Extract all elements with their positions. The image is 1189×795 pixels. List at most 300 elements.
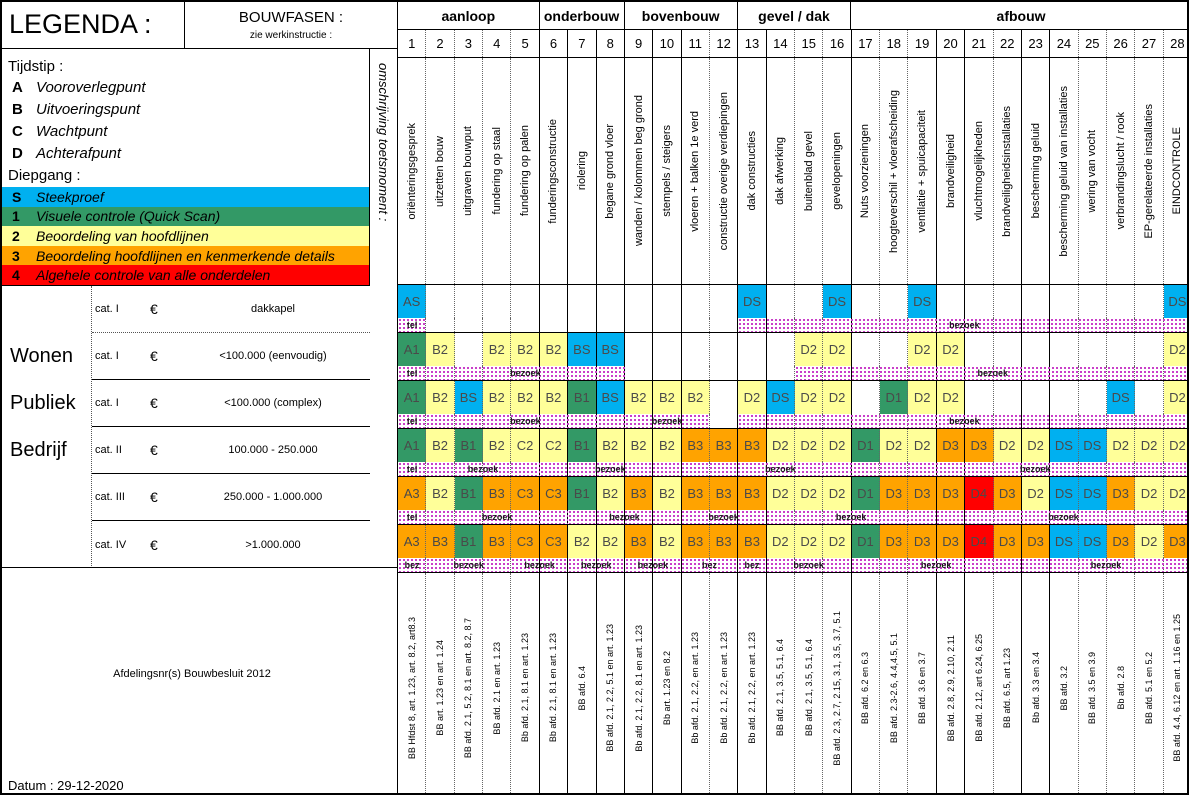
phase-title-cell [597, 58, 625, 284]
matrix-cell: C2 [511, 429, 539, 462]
matrix-cell: DS [1079, 525, 1107, 558]
contact-band-label: bezoek [765, 464, 796, 474]
matrix-cell: C2 [540, 429, 568, 462]
category-range: >1.000.000 [245, 538, 301, 551]
contact-band-row [398, 558, 1189, 573]
matrix-code-row [398, 477, 1189, 510]
bouwfasen-header [185, 2, 398, 49]
matrix-cell: B2 [682, 381, 710, 414]
bouwbesluit-ref-cell [937, 573, 965, 795]
band-grid-cell [682, 318, 710, 332]
matrix-cell: D3 [908, 525, 936, 558]
matrix-cell: D3 [1107, 477, 1135, 510]
tijdstip-list [2, 77, 369, 165]
matrix-cell: D3 [965, 429, 993, 462]
phase-number: 25 [1079, 30, 1107, 57]
matrix-cell: B2 [653, 477, 681, 510]
phase-title: dak afwerking [774, 137, 787, 205]
bouwbesluit-ref: BB afd. 2.8, 2.9, 2.10, 2.11 [945, 634, 956, 742]
matrix-cell: B1 [568, 429, 596, 462]
phase-title: funderingsconstructie [547, 118, 560, 224]
matrix-cell: D2 [880, 429, 908, 462]
bouwbesluit-ref: BB afd. 6.5, art 1.23 [1002, 647, 1013, 729]
phase-title: oriënteringsgesprek [405, 122, 418, 220]
contact-band-label: bez [702, 560, 718, 570]
matrix-cell [1135, 285, 1163, 318]
matrix-cell: D3 [908, 477, 936, 510]
bouwbesluit-ref-cell [767, 573, 795, 795]
diepgang-item [2, 207, 369, 227]
matrix-cell: D3 [937, 477, 965, 510]
matrix-cell [880, 285, 908, 318]
contact-band [398, 510, 426, 524]
matrix-cell: D2 [1164, 333, 1189, 366]
contact-band-label: tel [406, 416, 418, 426]
matrix-cell: B2 [653, 429, 681, 462]
matrix-cell: D3 [1164, 525, 1189, 558]
contact-band [738, 318, 1189, 332]
matrix-cell: B2 [540, 381, 568, 414]
bouwbesluit-note: Afdelingsnr(s) Bouwbesluit 2012 [113, 668, 271, 680]
matrix-cell [1079, 381, 1107, 414]
matrix-cell [1135, 333, 1163, 366]
footer-panel [2, 567, 398, 795]
matrix-cell [625, 333, 653, 366]
contact-band [426, 510, 568, 524]
matrix-cell: D2 [937, 381, 965, 414]
matrix-cell [597, 285, 625, 318]
matrix-cell: DS [1079, 477, 1107, 510]
matrix-cell: DS [1050, 429, 1078, 462]
phase-number: 1 [398, 30, 426, 57]
matrix-cell: D2 [1164, 381, 1189, 414]
matrix-cell: D2 [937, 333, 965, 366]
phase-title: verbrandingslucht / rook [1114, 112, 1127, 230]
tijdstip-item [2, 99, 369, 121]
matrix-cell: B2 [653, 525, 681, 558]
matrix-cell: DS [823, 285, 851, 318]
matrix-cell: D2 [823, 477, 851, 510]
currency-symbol: € [150, 489, 158, 505]
phase-group-header: gevel / dak [738, 2, 851, 29]
contact-band [398, 366, 426, 380]
matrix-cell [455, 285, 483, 318]
omschrijving-column [370, 49, 398, 567]
tijdstip-code: B [12, 101, 23, 118]
contact-band [625, 558, 682, 572]
bouwbesluit-ref: BB afd. 2.3-2.6, 4.4,4.5, 5.1 [888, 632, 899, 744]
band-grid-cell [426, 318, 454, 332]
matrix-cell: A1 [398, 333, 426, 366]
contact-band [681, 558, 738, 572]
legend-title: LEGENDA : [2, 2, 185, 49]
contact-band-label: bezoek [453, 560, 485, 570]
diepgang-code: 2 [12, 227, 20, 244]
matrix-cell: DS [908, 285, 936, 318]
phase-number: 7 [568, 30, 596, 57]
matrix-cell: D2 [1164, 429, 1189, 462]
matrix-cell: B3 [710, 477, 738, 510]
contact-band-label: bezoek [1019, 464, 1051, 474]
contact-band [625, 414, 710, 428]
bouwbesluit-ref-cell [965, 573, 993, 795]
phase-title-cell [426, 58, 454, 284]
contact-band-label: bezoek [651, 416, 683, 426]
phase-title: dak constructies [745, 131, 758, 211]
phase-title: uitzetten bouw [434, 135, 447, 207]
matrix-cell: B2 [625, 429, 653, 462]
matrix-cell [1022, 333, 1050, 366]
bouwbesluit-ref: BB afd. 3.2 [1058, 665, 1069, 711]
bouwbesluit-ref: BB afd. 2.3, 2.7, 2.15, 3.1, 3.5, 3.7, 5.1 [832, 610, 843, 766]
matrix-cell [767, 333, 795, 366]
matrix-cell: BS [455, 381, 483, 414]
category-row [92, 427, 370, 474]
matrix-cell [625, 285, 653, 318]
contact-band-label: tel [406, 368, 418, 378]
matrix-code-row [398, 285, 1189, 318]
bouwbesluit-ref: Bb afd. 3.3 en 3.4 [1030, 652, 1041, 724]
legend-content [2, 49, 370, 285]
matrix-cell [1107, 333, 1135, 366]
matrix-cell: B2 [426, 381, 454, 414]
row-group-label: Publiek [10, 392, 76, 414]
contact-band [426, 414, 624, 428]
phase-number: 21 [965, 30, 993, 57]
phase-group-header: aanloop [398, 2, 540, 29]
matrix-cell: B2 [653, 381, 681, 414]
matrix-cell [1079, 285, 1107, 318]
matrix-cell: B3 [682, 477, 710, 510]
matrix-cell: B2 [597, 477, 625, 510]
phase-title: ventilatie + spuicapaciteit [916, 109, 929, 233]
bouwbesluit-ref-cell [795, 573, 823, 795]
diepgang-item [2, 265, 369, 285]
matrix-code-row [398, 429, 1189, 462]
matrix-cell: DS [1164, 285, 1189, 318]
bouwbesluit-ref: Bb afd. 2.1, 2.2, en art. 1.23 [690, 632, 701, 744]
phase-title-cell [1079, 58, 1107, 284]
matrix-cell: DS [1050, 525, 1078, 558]
contact-band-label: bezoek [510, 416, 541, 426]
phase-title: brandveiligheidsinstallaties [1001, 105, 1014, 237]
band-grid-cell [540, 318, 568, 332]
phase-number: 4 [483, 30, 511, 57]
matrix-cell [937, 285, 965, 318]
matrix-cell: D3 [1022, 525, 1050, 558]
matrix-cell [653, 285, 681, 318]
currency-symbol: € [150, 301, 158, 317]
phase-number: 15 [795, 30, 823, 57]
category-range: <100.000 (complex) [224, 397, 322, 409]
contact-band [766, 510, 936, 524]
matrix-cell: DS [1079, 429, 1107, 462]
phase-title-cell [540, 58, 568, 284]
currency-symbol: € [150, 442, 158, 458]
contact-band-row [398, 366, 1189, 381]
phase-title: uitgraven bouwput [462, 126, 475, 216]
phase-title: constructie overige verdiepingen [717, 91, 730, 251]
contact-band-label: bezoek [467, 464, 499, 474]
matrix-cell: B1 [568, 477, 596, 510]
date-label: Datum : 29-12-2020 [8, 778, 124, 793]
matrix-cell [1050, 285, 1078, 318]
phase-title-cell [1107, 58, 1135, 284]
bouwbesluit-ref: Bb afd. 2.1, 8.1 en art. 1.23 [548, 633, 559, 743]
phase-title-cell [994, 58, 1022, 284]
matrix-cell: C3 [540, 477, 568, 510]
bouwbesluit-ref: BB art. 1.23 en art. 1.24 [435, 640, 446, 736]
matrix-cell [682, 333, 710, 366]
contact-band-label: bezoek [580, 560, 612, 570]
diepgang-item [2, 187, 369, 207]
contact-band-label: tel [406, 464, 418, 474]
phase-title-cell [767, 58, 795, 284]
band-grid-cell [597, 318, 625, 332]
phase-group-header: afbouw [996, 7, 1046, 24]
row-group-label: Bedrijf [10, 439, 67, 461]
matrix-cell: D2 [1107, 429, 1135, 462]
matrix-cell: B3 [738, 477, 766, 510]
matrix-cell: D2 [908, 333, 936, 366]
matrix-cell: B1 [455, 525, 483, 558]
phase-title: bescherming geluid [1029, 123, 1042, 219]
phase-title: EINDCONTROLE [1171, 127, 1184, 215]
contact-band-row [398, 510, 1189, 525]
diepgang-label: Algehele controle van alle onderdelen [36, 267, 271, 284]
matrix-cell: D1 [880, 381, 908, 414]
bouwbesluit-ref-cell [852, 573, 880, 795]
category-range: 100.000 - 250.000 [228, 444, 318, 456]
bouwbesluit-ref-cell [483, 573, 511, 795]
phase-title: buitenblad gevel [802, 130, 815, 212]
contact-band-label: bezoek [835, 512, 867, 522]
category-rows [92, 286, 370, 568]
matrix-cell: B2 [511, 333, 539, 366]
phase-number: 24 [1050, 30, 1078, 57]
bouwbesluit-ref: Bb afd. 2.1, 2.2, en art. 1.23 [746, 632, 757, 744]
matrix-cell: D2 [767, 525, 795, 558]
row-group-label: Wonen [10, 345, 74, 367]
bouwbesluit-ref-cell [1079, 573, 1107, 795]
bouwbesluit-ref: BB afd. 3.5 en 3.9 [1087, 651, 1098, 725]
matrix-cell [1022, 381, 1050, 414]
matrix-cell: B3 [483, 477, 511, 510]
phase-title-cell [880, 58, 908, 284]
matrix-cell [738, 333, 766, 366]
bouwbesluit-ref: BB Hfdst 8, art. 1.23, art. 8.2, art8.3 [406, 616, 417, 760]
tijdstip-label: Achterafpunt [36, 145, 122, 162]
matrix-cell: D2 [823, 525, 851, 558]
matrix-cell [1135, 381, 1163, 414]
omschrijving-label: omschrijving toetsmoment : [376, 63, 391, 222]
bouwbesluit-ref: Bb afd. 2.1, 8.1 en art. 1.23 [520, 633, 531, 743]
tijdstip-title: Tijdstip : [8, 58, 64, 75]
bouwbesluit-ref: BB afd. 2.1, 3.5, 5.1, 6.4 [775, 639, 786, 737]
phase-title-cell [710, 58, 738, 284]
bouwbesluit-ref-cell [908, 573, 936, 795]
werkinstructie-note: zie werkinstructie : [249, 30, 333, 41]
matrix-cell: DS [1107, 381, 1135, 414]
phase-title: hoogteverschil + vloerafscheiding [887, 89, 900, 253]
phase-number: 26 [1107, 30, 1135, 57]
phase-title-cell [1022, 58, 1050, 284]
matrix-cell: D3 [994, 525, 1022, 558]
contact-band [681, 462, 879, 476]
tijdstip-item [2, 143, 369, 165]
phase-number: 6 [540, 30, 568, 57]
category-label: cat. I [95, 303, 119, 315]
contact-band [398, 414, 426, 428]
matrix-cell: D2 [823, 429, 851, 462]
matrix-code-row [398, 381, 1189, 414]
tijdstip-item [2, 77, 369, 99]
matrix-cell [511, 285, 539, 318]
contact-band-label: bezoek [708, 512, 739, 522]
matrix-cell [710, 381, 738, 414]
contact-band-label: bezoek [949, 320, 980, 330]
matrix-cell [994, 333, 1022, 366]
phase-title-cell [852, 58, 880, 284]
contact-band-label: bezoek [481, 512, 513, 522]
matrix-cell: C3 [540, 525, 568, 558]
contact-band [568, 510, 681, 524]
bouwbesluit-ref-cell [398, 573, 426, 795]
band-grid-cell [483, 318, 511, 332]
band-grid-cell [625, 318, 653, 332]
matrix-cell: D3 [880, 525, 908, 558]
matrix-cell: B1 [455, 429, 483, 462]
phase-title: brandveiligheid [944, 134, 957, 208]
matrix-cell: DS [1050, 477, 1078, 510]
phase-title: vluchtmogelijkheden [972, 121, 985, 221]
bouwbesluit-ref-cell [568, 573, 596, 795]
phase-group-header: onderbouw [540, 2, 625, 29]
matrix-cell: B2 [483, 429, 511, 462]
matrix-cell: B2 [625, 381, 653, 414]
phase-title: EP-gerelateerde installaties [1143, 103, 1156, 239]
diepgang-label: Visuele controle (Quick Scan) [36, 208, 221, 225]
phase-title: wering van vocht [1086, 129, 1099, 213]
matrix-cell: B2 [568, 525, 596, 558]
contact-band-label: bezoek [949, 416, 980, 426]
matrix-cell: B3 [625, 477, 653, 510]
tijdstip-label: Wachtpunt [36, 123, 108, 140]
row-group-strip [2, 286, 92, 568]
diepgang-label: Steekproef [36, 188, 104, 205]
band-grid-cell [682, 366, 710, 380]
phase-number: 2 [426, 30, 454, 57]
bouwbesluit-ref-cell [1050, 573, 1078, 795]
diepgang-code: 1 [12, 208, 20, 225]
phase-title-cell [483, 58, 511, 284]
contact-band-row [398, 414, 1189, 429]
band-grid-cell [738, 366, 766, 380]
currency-symbol: € [150, 536, 158, 553]
contact-band [738, 414, 1189, 428]
diepgang-code: 3 [12, 247, 20, 264]
category-row [92, 521, 370, 568]
bouwfasen-title: BOUWFASEN : [238, 9, 344, 26]
phase-title-cell [823, 58, 851, 284]
phase-group-row [398, 2, 1189, 30]
phase-title-cell [455, 58, 483, 284]
matrix-code-row [398, 333, 1189, 366]
contact-band-label: tel [406, 320, 418, 330]
matrix-cell: A3 [398, 477, 426, 510]
bouwbesluit-ref-cell [710, 573, 738, 795]
phase-title: fundering op palen [519, 125, 532, 217]
bouwbesluit-ref: Bb afd. 2.1, 2.2, en art. 1.23 [718, 632, 729, 744]
contact-band-label: bezoek [595, 464, 626, 474]
matrix-cell: D3 [937, 525, 965, 558]
category-label: cat. I [95, 350, 119, 362]
matrix-cell: B2 [597, 429, 625, 462]
phase-number: 16 [823, 30, 851, 57]
matrix-cell: B2 [597, 525, 625, 558]
band-grid-cell [653, 318, 681, 332]
contact-band-label: bezoek [920, 560, 952, 570]
matrix-cell [965, 285, 993, 318]
matrix-cell [852, 285, 880, 318]
category-range: 250.000 - 1.000.000 [223, 491, 323, 503]
phase-title-cell [738, 58, 766, 284]
matrix-cell [767, 285, 795, 318]
phase-title: wanden / kolommen beg grond [632, 95, 645, 247]
bouwbesluit-ref: BB afd. 2.1, 3.5, 5.1, 6.4 [803, 639, 814, 737]
band-grid-cell [710, 366, 738, 380]
contact-band [398, 462, 426, 476]
matrix-cell: C3 [511, 477, 539, 510]
matrix-cell: B2 [426, 477, 454, 510]
contact-band-label: bezoek [524, 560, 555, 570]
diepgang-label: Beoordeling hoofdlijnen en kenmerkende details [36, 247, 335, 264]
contact-band [568, 558, 625, 572]
phase-number: 11 [682, 30, 710, 57]
contact-band [426, 558, 511, 572]
matrix-cell: D1 [852, 477, 880, 510]
band-grid-cell [455, 318, 483, 332]
matrix-cell: D2 [1164, 477, 1189, 510]
matrix-cell: B2 [483, 381, 511, 414]
contact-band [398, 558, 426, 572]
band-grid-cell [710, 318, 738, 332]
phase-title-cell [1164, 58, 1189, 284]
phase-number-row [398, 30, 1189, 58]
matrix-cell: B3 [710, 429, 738, 462]
matrix-cell: D2 [738, 381, 766, 414]
category-range: <100.000 (eenvoudig) [219, 350, 327, 362]
contact-band-label: bezoek [510, 368, 541, 378]
matrix-cell: D2 [1135, 525, 1163, 558]
bouwbesluit-ref-cell [1107, 573, 1135, 795]
phase-title-cell [795, 58, 823, 284]
contact-band [766, 558, 851, 572]
tijdstip-item [2, 121, 369, 143]
matrix-cell [795, 285, 823, 318]
bouwbesluit-ref: Bb art. 1.23 en 8.2 [661, 650, 672, 726]
bouwbesluit-ref: BB afd. 4.4, 6.12 en art. 1.16 en 1.25 [1172, 614, 1183, 762]
phase-title: riolering [575, 151, 588, 191]
contact-band [851, 558, 1021, 572]
phase-number: 12 [710, 30, 738, 57]
phase-number: 18 [880, 30, 908, 57]
contact-band-row [398, 462, 1189, 477]
matrix-cell [994, 285, 1022, 318]
phase-group-header: bovenbouw [625, 2, 738, 29]
diepgang-item [2, 226, 369, 246]
row-header-panel [2, 285, 370, 567]
